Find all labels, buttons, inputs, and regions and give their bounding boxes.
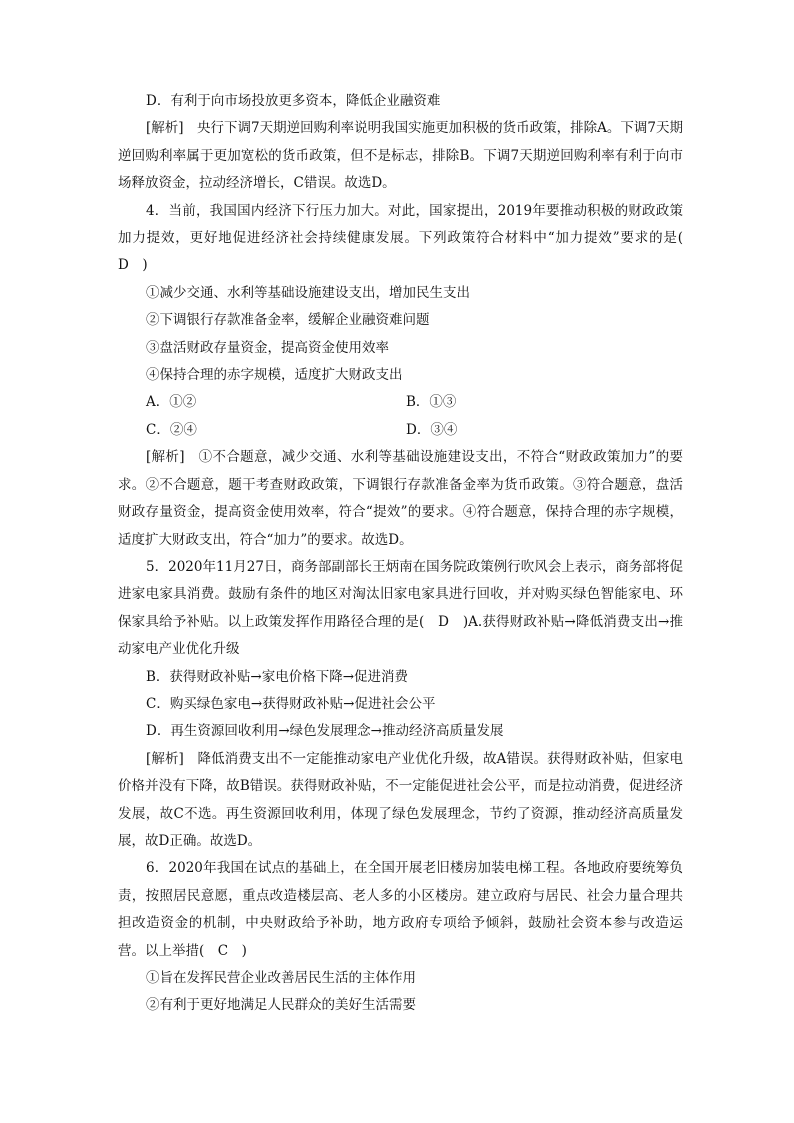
q4-statement-2: ②下调银行存款准备金率，缓解企业融资难问题	[146, 312, 430, 329]
q5-analysis: [解析] 降低消费支出不一定能推动家电产业优化升级，故A错误。获得财政补贴，但家电价格并没有下降，故B错误。获得财政补贴，不一定能促进社会公平，而是拉动消费，促进经济发展，故C不选。再生资源回收利用，体现了绿色发展理念，节约了资源，推动经济高质量发展，故D正确。故选D。	[118, 750, 683, 849]
q5-stem: 5．2020年11月27日，商务部副部长王炳南在国务院政策例行吹风会上表示，商务部将促进家电家具消费。鼓励有条件的地区对淘汰旧家电家具进行回收，并对购买绿色智能家电、环保家具给予补贴。以上政策发挥作用路径合理的是( D )A.获得财政补贴→降低消费支出→推动家电产业优化升级	[118, 558, 683, 658]
q3-analysis: [解析] 央行下调7天期逆回购利率说明我国实施更加积极的货币政策，排除A。下调7天期逆回购利率属于更加宽松的货币政策，但不是标志，排除B。下调7天期逆回购利率有利于向市场释放资金，拉动经济增长，C错误。故选D。	[118, 120, 683, 192]
q6-statement-2: ②有利于更好地满足人民群众的美好生活需要	[146, 997, 416, 1014]
q4-option-c: C．②④	[146, 421, 197, 438]
q5-option-c: C．购买绿色家电→获得财政补贴→促进社会公平	[146, 695, 436, 712]
q5-option-d: D．再生资源回收利用→绿色发展理念→推动经济高质量发展	[146, 723, 504, 740]
q4-stem: 4．当前，我国国内经济下行压力加大。对此，国家提出，2019年要推动积极的财政政策加力提效，更好地促进经济社会持续健康发展。下列政策符合材料中“加力提效”要求的是( D )	[118, 202, 697, 274]
q4-option-a: A．①②	[146, 394, 197, 411]
q4-analysis: [解析] ①不合题意，减少交通、水利等基础设施建设支出，不符合“财政政策加力”的要求。②不合题意，题干考查财政政策，下调银行存款准备金率为货币政策。③符合题意，盘活财政存量资金，提高资金使用效率，符合“提效”的要求。④符合题意，保持合理的赤字规模，适度扩大财政支出，符合“加力”的要求。故选D。	[118, 449, 683, 548]
q4-options-row-2	[118, 417, 683, 444]
q4-statement-3: ③盘活财政存量资金，提高资金使用效率	[146, 339, 389, 356]
q4-statement-4: ④保持合理的赤字规模，适度扩大财政支出	[146, 367, 403, 384]
q4-option-b: B．①③	[406, 394, 457, 411]
q5-option-b: B．获得财政补贴→家电价格下降→促进消费	[146, 668, 409, 685]
q4-options-row-1	[118, 389, 683, 416]
q6-stem: 6．2020年我国在试点的基础上，在全国开展老旧楼房加装电梯工程。各地政府要统筹负责，按照居民意愿，重点改造楼层高、老人多的小区楼房。建立政府与居民、社会力量合理共担改造资金的机制，中央财政给予补助，地方政府专项给予倾斜，鼓励社会资本参与改造运营。以上举措( C )	[118, 860, 683, 959]
q4-option-d: D．③④	[406, 421, 458, 438]
document-body	[118, 88, 697, 1020]
q3-option-d: D．有利于向市场投放更多资本，降低企业融资难	[146, 93, 441, 109]
q4-statement-1: ①减少交通、水利等基础设施建设支出，增加民生支出	[146, 284, 470, 301]
q6-statement-1: ①旨在发挥民营企业改善居民生活的主体作用	[146, 970, 416, 986]
